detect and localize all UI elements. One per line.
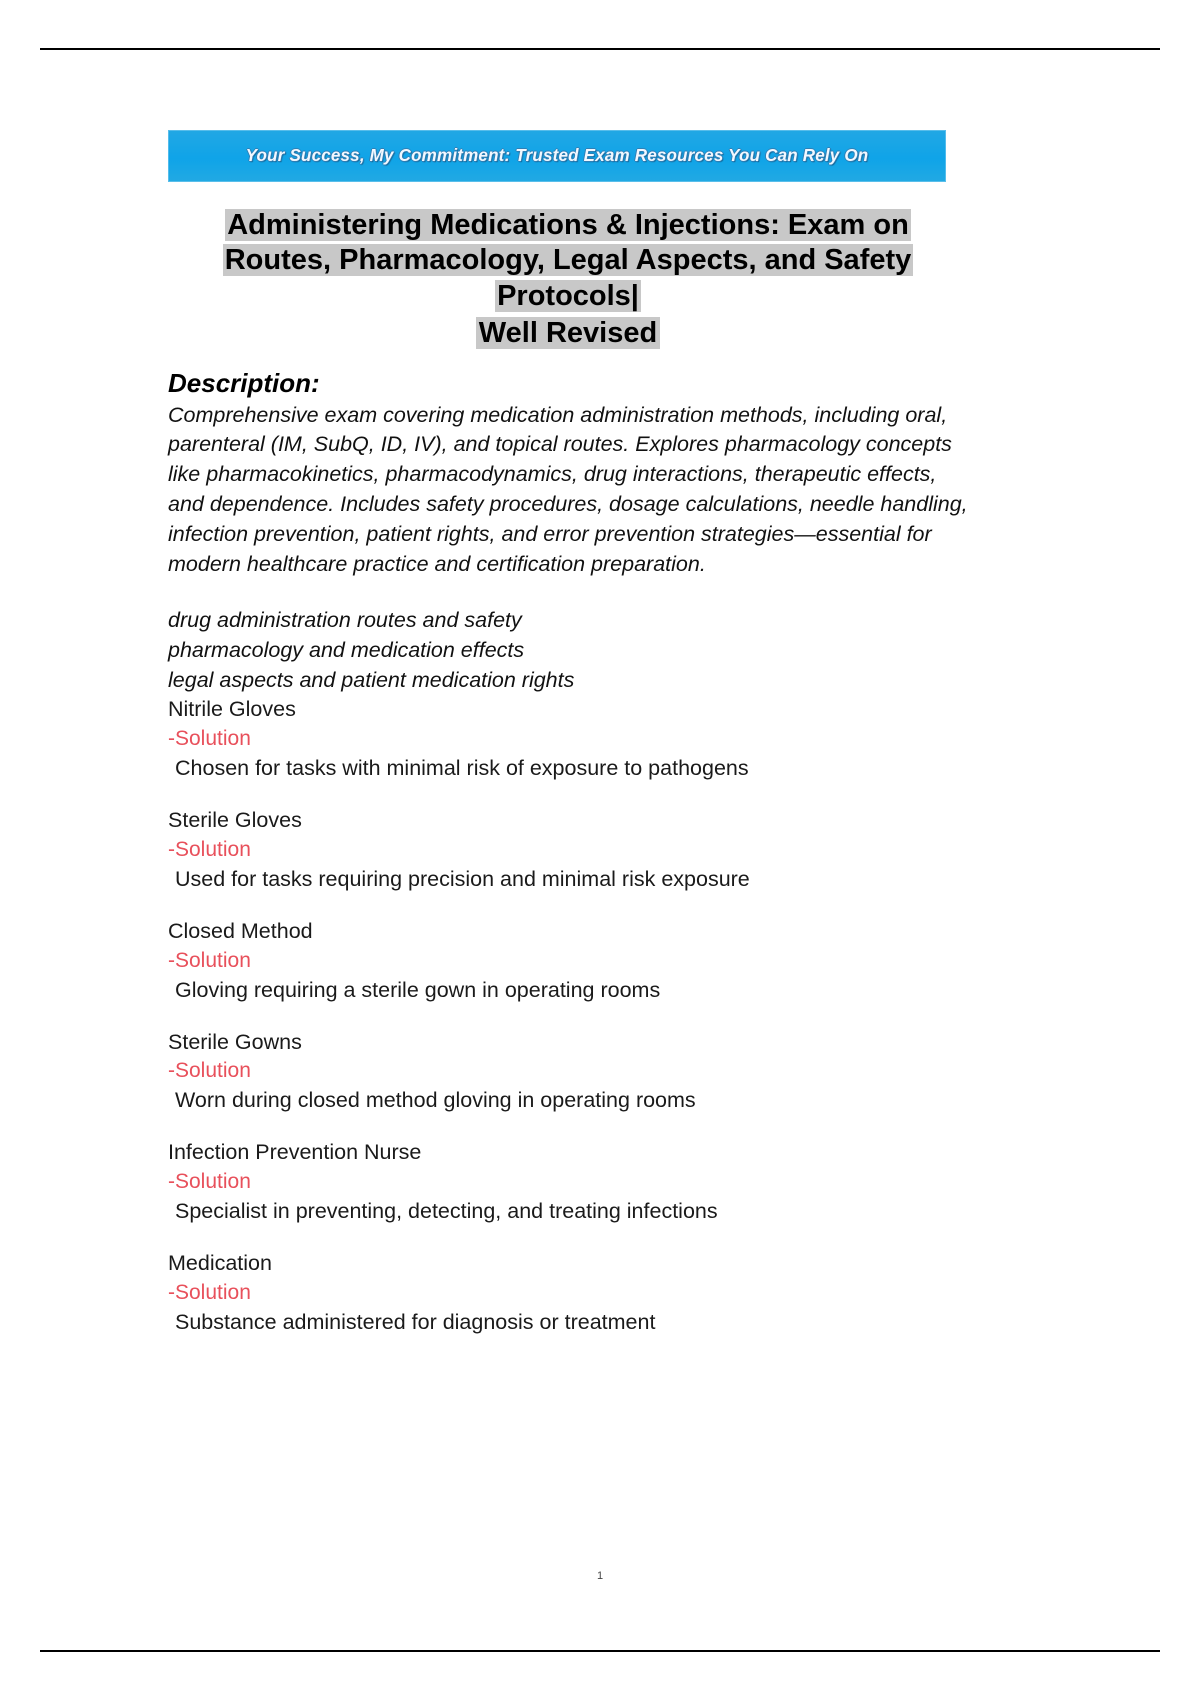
qa-answer: Worn during closed method gloving in operating rooms: [175, 1088, 696, 1113]
page-number: 1: [596, 1570, 604, 1582]
title-line-3: [168, 279, 968, 314]
qa-term: Sterile Gowns: [168, 1029, 302, 1054]
keyword-item: legal aspects and patient medication rights: [168, 667, 575, 692]
keyword-item: drug administration routes and safety: [168, 607, 522, 632]
qa-answer: Specialist in preventing, detecting, and treating infections: [175, 1199, 718, 1224]
qa-solution-label: -Solution: [168, 948, 251, 972]
promo-banner: [168, 130, 946, 182]
qa-answer: Substance administered for diagnosis or treatment: [175, 1309, 656, 1334]
qa-answer: Used for tasks requiring precision and minimal risk exposure: [175, 866, 750, 891]
title-line-4-text: Well Revised: [476, 317, 660, 349]
title-line-4: [168, 316, 968, 351]
qa-item: [168, 1138, 968, 1249]
qa-term: Sterile Gloves: [168, 808, 302, 833]
description-body: [168, 401, 968, 580]
qa-term: Nitrile Gloves: [168, 697, 296, 722]
title-line-3-text: Protocols|: [497, 279, 639, 312]
promo-banner-text: Your Success, My Commitment: Trusted Exam Resources You Can Rely On: [245, 145, 869, 166]
qa-term: Medication: [168, 1250, 272, 1275]
qa-solution-label: -Solution: [168, 727, 251, 751]
qa-item: [168, 1028, 968, 1139]
qa-solution-label: -Solution: [168, 837, 251, 861]
title-line-2: [168, 243, 968, 278]
title-line-1: [168, 208, 968, 243]
title-line-2-text: Routes, Pharmacology, Legal Aspects, and Safety: [224, 244, 912, 277]
qa-solution-label: -Solution: [168, 1170, 251, 1194]
qa-solution-label: -Solution: [168, 1280, 251, 1304]
qa-list: [168, 695, 968, 1359]
qa-term: Infection Prevention Nurse: [168, 1140, 422, 1165]
description-heading: Description:: [168, 367, 320, 398]
page-bottom-rule: [40, 1650, 1160, 1652]
qa-item: [168, 695, 968, 806]
qa-answer: Gloving requiring a sterile gown in operating rooms: [175, 977, 661, 1002]
qa-item: [168, 806, 968, 917]
qa-solution-label: -Solution: [168, 1059, 251, 1083]
qa-item: [168, 917, 968, 1028]
keyword-item: pharmacology and medication effects: [168, 637, 525, 662]
title-line-1-text: Administering Medications & Injections: Exam on: [227, 209, 909, 241]
document-title: [168, 208, 968, 352]
qa-answer: Chosen for tasks with minimal risk of exposure to pathogens: [175, 756, 749, 781]
qa-item: [168, 1249, 968, 1360]
qa-term: Closed Method: [168, 918, 313, 943]
keyword-list: [168, 606, 968, 696]
page-content: [168, 130, 968, 1360]
description-paragraph: Comprehensive exam covering medication administration methods, including oral, parenteral (IM, SubQ, ID, IV), and topical routes. Explores pharmacology concepts like pharmacokinetics, pharmacodynamics, drug interactions, therapeutic effects, and dependence. Includes safety procedures, dosage calculations, needle handling, infection prevention, patient rights, and error prevention strategies—essential for modern healthcare practice and certification preparation.: [168, 402, 968, 576]
page-top-rule: [40, 48, 1160, 50]
